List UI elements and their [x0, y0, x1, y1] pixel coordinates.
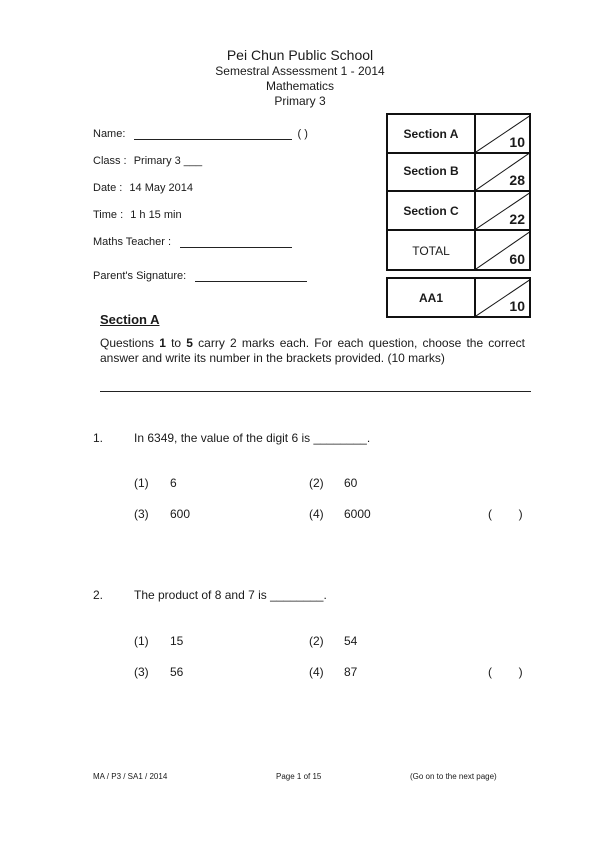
score-value: 28: [509, 172, 525, 188]
score-cell: [474, 231, 531, 269]
footer-next: (Go on to the next page): [410, 772, 497, 781]
class-value: Primary 3 ___: [133, 155, 203, 167]
aa-table: [386, 277, 531, 318]
footer-page: Page 1 of 15: [276, 772, 322, 781]
school-name: Pei Chun Public School: [226, 47, 374, 63]
section-title: Section A: [100, 312, 160, 327]
time-value: 1 h 15 min: [130, 209, 182, 221]
option-value: 56: [170, 665, 184, 679]
teacher-label: Maths Teacher :: [93, 236, 172, 248]
instructions-text: carry 2 marks each. For each question, choose the correct answer and write its number in the brackets provided. (10 marks): [100, 336, 525, 365]
question-text: In 6349, the value of the digit 6 is ________.: [134, 431, 371, 445]
question-number: 1.: [93, 431, 104, 445]
score-row-section-b: [388, 152, 529, 192]
divider: [100, 391, 531, 392]
option-number[interactable]: (1): [134, 476, 149, 490]
instructions-text: Questions: [100, 336, 160, 350]
option-value: 54: [344, 634, 358, 648]
time-row: [93, 209, 182, 221]
score-row-section-a: [388, 115, 529, 154]
option-number[interactable]: (3): [134, 665, 149, 679]
option-number[interactable]: (2): [309, 634, 324, 648]
class-label: Class :: [93, 155, 127, 167]
register-number-brackets: ( ): [297, 128, 308, 140]
score-row-total: [388, 231, 529, 269]
time-label: Time :: [93, 209, 124, 221]
signature-field[interactable]: [195, 281, 307, 282]
score-cell: [474, 115, 531, 152]
option-number[interactable]: (3): [134, 507, 149, 521]
score-value: 10: [509, 298, 525, 314]
option-value: 60: [344, 476, 358, 490]
instructions-bold: 5: [186, 336, 193, 350]
date-value: 14 May 2014: [129, 182, 194, 194]
option-value: 6000: [344, 507, 371, 521]
date-row: [93, 182, 193, 194]
option-number[interactable]: (4): [309, 507, 324, 521]
assessment-title: Semestral Assessment 1 - 2014: [215, 64, 385, 78]
teacher-row: [93, 236, 292, 248]
score-label: TOTAL: [412, 244, 450, 258]
question-number: 2.: [93, 588, 104, 602]
date-label: Date :: [93, 182, 123, 194]
option-value: 6: [170, 476, 177, 490]
score-value: 60: [509, 251, 525, 267]
score-value: 10: [509, 134, 525, 150]
option-value: 15: [170, 634, 184, 648]
score-label: Section B: [403, 164, 459, 178]
score-cell: [474, 152, 531, 190]
score-row-section-c: [388, 192, 529, 231]
option-value: 600: [170, 507, 191, 521]
option-value: 87: [344, 665, 358, 679]
option-number[interactable]: (1): [134, 634, 149, 648]
score-cell: [474, 192, 531, 229]
class-row: [93, 155, 202, 167]
name-field[interactable]: [134, 139, 292, 140]
question-text: The product of 8 and 7 is ________.: [134, 588, 327, 602]
instructions-bold: 1: [159, 336, 166, 350]
answer-brackets[interactable]: ( ): [488, 507, 523, 521]
signature-label: Parent's Signature:: [93, 270, 187, 282]
signature-row: [93, 270, 307, 282]
score-cell: [474, 279, 531, 316]
score-label: Section C: [403, 204, 459, 218]
score-label: AA1: [418, 291, 443, 305]
subject: Mathematics: [265, 79, 335, 93]
level: Primary 3: [274, 94, 326, 108]
score-row-aa1: [388, 279, 529, 316]
score-value: 22: [509, 211, 525, 227]
teacher-field[interactable]: [180, 247, 292, 248]
instructions-text: to: [165, 336, 187, 350]
answer-brackets[interactable]: ( ): [488, 665, 523, 679]
option-number[interactable]: (2): [309, 476, 324, 490]
footer-code: MA / P3 / SA1 / 2014: [93, 772, 168, 781]
score-label: Section A: [403, 127, 459, 141]
name-row: [93, 128, 308, 140]
score-table: [386, 113, 531, 271]
section-instructions: [100, 336, 525, 366]
name-label: Name:: [93, 128, 126, 140]
option-number[interactable]: (4): [309, 665, 324, 679]
